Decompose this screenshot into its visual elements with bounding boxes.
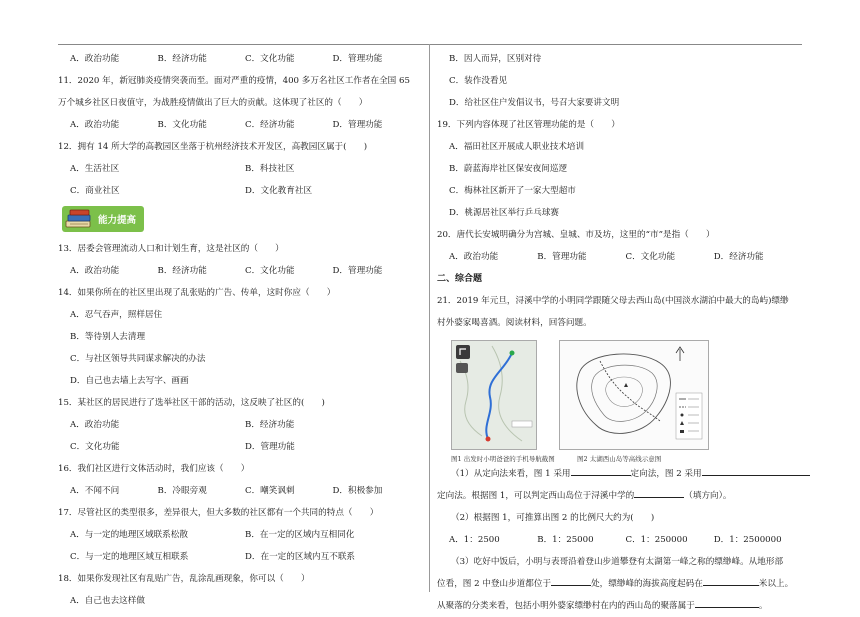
q16-options [58,480,420,502]
q20-options [437,246,802,268]
option: B．科技社区 [245,164,295,174]
text: 定向法，图 2 采用 [630,469,702,479]
left-column [58,48,420,612]
option: B．蔚蓝海岸社区保安夜间巡逻 [449,164,568,174]
option: B．1：25000 [537,535,594,545]
q12-options-row1 [58,158,420,180]
q21-part2-options [437,529,802,551]
navigation-map-image [452,341,536,449]
option: D．管理功能 [332,120,383,130]
option: A．政治功能 [70,120,120,130]
navigation-screenshot-figure [451,340,537,450]
badge-label: 能力提高 [98,215,137,226]
option: C．文化功能 [245,54,295,64]
option: B．经济功能 [245,420,295,430]
q14-stem: 14．如果你所在的社区里出现了乱张贴的广告、传单，这时你应（ ） [58,288,336,298]
q11-stem-line1: 11．2020 年，新冠肺炎疫情突袭而至。面对严重的疫情，400 多万名社区工作者在全国 65 [58,76,410,86]
option: C．装作没看见 [449,76,508,86]
option: A．政治功能 [70,266,120,276]
answer-blank[interactable] [634,487,684,498]
option: D．积极参加 [332,486,383,496]
figure-captions [451,454,802,463]
q18-stem: 18．如果你发现社区有乱贴广告，乱涂乱画现象，你可以（ ） [58,574,310,584]
option: C．梅林社区新开了一家大型超市 [449,186,576,196]
section-badge [62,204,420,234]
option: D．管理功能 [332,266,383,276]
option: A．福田社区开展成人职业技术培训 [449,142,585,152]
q12-options-row2 [58,180,420,202]
contour-map-figure [559,340,709,450]
answer-blank[interactable] [571,465,631,476]
section-heading: 二、综合题 [437,274,483,284]
q19-stem: 19．下列内容体现了社区管理功能的是（ ） [437,120,620,130]
option: A．不闻不问 [70,486,120,496]
option: D．给社区住户发倡议书，号召大家要讲文明 [449,98,620,108]
header-rule [58,44,802,45]
books-icon [64,208,94,230]
option: D．经济功能 [713,252,764,262]
q10-options [58,48,420,70]
q17-options-row1 [58,524,420,546]
answer-blank[interactable] [551,575,591,586]
answer-blank[interactable] [703,575,759,586]
option: D．管理功能 [332,54,383,64]
q13-stem: 13．居委会管理流动人口和计划生育，这是社区的（ ） [58,244,284,254]
option: B．在一定的区域内互相同化 [245,530,355,540]
column-divider [429,44,430,592]
q17-options-row2 [58,546,420,568]
text: （1）从定向法来看，图 1 采用 [451,469,571,479]
fig1-caption: 图1 出发时小明爸爸的手机导航截图 [451,455,555,463]
option: B．冷眼旁观 [157,486,207,496]
option: C．商业社区 [70,186,120,196]
option: B．管理功能 [537,252,587,262]
option: A．政治功能 [70,420,120,430]
option: A．与一定的地理区域联系松散 [70,530,188,540]
text: 定向法。根据图 1，可以判定西山岛位于浔溪中学的 [437,491,635,501]
option: D．1：2500000 [713,535,782,545]
text: 处，缥缈峰的海拔高度起码在 [591,579,703,589]
option: A．忍气吞声，照样居住 [70,310,163,320]
option: B．经济功能 [157,266,207,276]
q16-stem: 16．我们社区进行文体活动时，我们应该（ ） [58,464,250,474]
text: 米以上。 [758,579,794,589]
figures [451,340,802,450]
option: B．文化功能 [157,120,207,130]
option: C．嘲笑讽刺 [245,486,295,496]
q21-part1-line1 [437,463,802,485]
option: D．管理功能 [245,442,295,452]
option: D．自己也去墙上去写字、画画 [70,376,189,386]
option: C．1：250000 [625,535,688,545]
fig2-caption: 图2 太湖西山岛等高线示意图 [577,455,662,463]
q21-part3-line2 [437,573,802,595]
option: C．与社区领导共同谋求解决的办法 [70,354,206,364]
q13-options [58,260,420,282]
answer-blank[interactable] [695,597,759,608]
answer-blank[interactable] [702,465,810,476]
option: C．与一定的地理区域互相联系 [70,552,189,562]
text: 从聚落的分类来看，包括小明外婆家缥缈村在内的西山岛的聚落属于 [437,601,695,611]
q21-part2-stem: （2）根据图 1，可推算出图 2 的比例尺大约为( ) [451,513,655,523]
option: C．文化功能 [70,442,120,452]
option: C．文化功能 [625,252,676,262]
option: A．自己也去这样做 [70,596,145,606]
option: A．1：2500 [449,535,500,545]
option: D．桃源居社区举行乒乓球赛 [449,208,560,218]
contour-map-image [560,341,708,449]
q21-part3-line1: （3）吃好中饭后，小明与表哥沿着登山步道攀登有太湖第一峰之称的缥缈峰。从地形部 [451,557,784,567]
option: C．文化功能 [245,266,295,276]
q21-stem-line2: 村外婆家喝喜酒。阅读材料，回答问题。 [437,318,592,328]
q17-stem: 17．尽管社区的类型很多，差异很大，但大多数的社区都有一个共同的特点（ ） [58,508,379,518]
q21-part1-line2 [437,485,802,507]
q15-options-row2 [58,436,420,458]
option: B．等待别人去清理 [70,332,146,342]
option: C．经济功能 [245,120,295,130]
option: A．生活社区 [70,164,120,174]
text: 。 [758,601,768,611]
q21-part3-line3 [437,595,802,617]
option: A．政治功能 [70,54,120,64]
q15-stem: 15．某社区的居民进行了选举社区干部的活动，这反映了社区的( ) [58,398,325,408]
option: B．因人而异，区别对待 [449,54,542,64]
text: 位看，图 2 中登山步道都位于 [437,579,552,589]
option: A．政治功能 [449,252,499,262]
option: D．在一定的区域内互不联系 [245,552,356,562]
q21-stem-line1: 21．2019 年元旦，浔溪中学的小明同学跟随父母去西山岛(中国淡水湖泊中最大的岛屿)缥缈 [437,296,789,306]
q15-options-row1 [58,414,420,436]
option: B．经济功能 [157,54,207,64]
text: （填方向）。 [684,491,732,501]
q20-stem: 20．唐代长安城明确分为宫城、皇城、市及坊，这里的“市”是指（ ） [437,230,715,240]
q12-stem: 12．拥有 14 所大学的高教园区坐落于杭州经济技术开发区，高教园区属于( ) [58,142,368,152]
option: D．文化教育社区 [245,186,313,196]
q11-options [58,114,420,136]
right-column [437,48,802,617]
q11-stem-line2: 万个城乡社区日夜值守，为战胜疫情做出了巨大的贡献。这体现了社区的（ ） [58,98,368,108]
